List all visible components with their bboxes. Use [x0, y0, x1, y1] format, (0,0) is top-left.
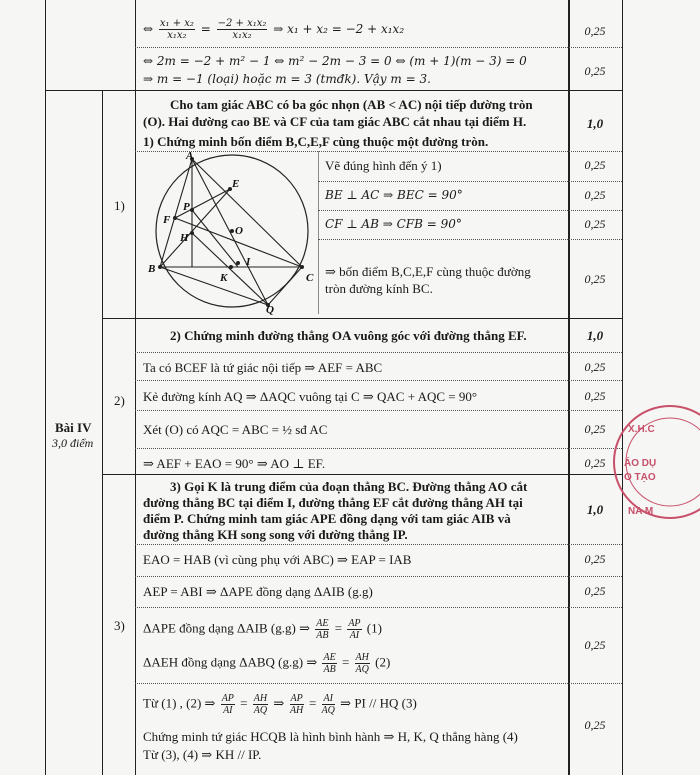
proof-step: Chứng minh tứ giác HCQB là hình bình hành ⇒ H, K, Q thẳng hàng (4)	[143, 729, 518, 744]
score: 0,25	[584, 422, 606, 436]
stamp-text: X.H.C	[628, 424, 655, 435]
fraction: $\frac{AH}{AQ}$	[355, 652, 369, 675]
point-label: A	[186, 150, 194, 162]
proof-step: Từ (1) , (2) ⇒ $\frac{AP}{AI}$ = $\frac{AH}{AQ}$ ⇒ $\frac{AP}{AH}$ = $\frac{AI}{AQ}$ ⇒ PI // HQ (3)	[143, 693, 417, 716]
proof-step: ⇒ bốn điểm B,C,E,F cùng thuộc đường	[325, 264, 531, 279]
point-label: B	[148, 263, 156, 275]
proof-step: ΔAEH đồng dạng ΔABQ (g.g) ⇒ $\frac{AE}{AB}$ = $\frac{AH}{AQ}$ (2)	[143, 652, 391, 675]
fraction: $\frac{AE}{AB}$	[316, 618, 329, 641]
point-label: K	[220, 272, 228, 284]
score: 0,25	[584, 389, 606, 403]
part-title: đường thẳng BC tại điểm I, đường thẳng EF cắt đường thẳng AH tại	[143, 495, 523, 510]
fraction: $\frac{\text{x₁ + x₂}}{\text{x₁x₂}}$	[159, 18, 194, 41]
proof-step: ΔAPE đồng dạng ΔAIB (g.g) ⇒ $\frac{AE}{AB}$ = $\frac{AP}{AI}$ (1)	[143, 618, 382, 641]
point-label: E	[232, 178, 240, 190]
score: 0,25	[584, 188, 606, 202]
score: 0,25	[584, 272, 606, 286]
red-stamp	[610, 392, 700, 542]
score: 0,25	[584, 360, 606, 374]
part-label: 3)	[114, 618, 125, 633]
problem-label: Bài IV	[55, 420, 92, 435]
proof-step: Vẽ đúng hình đến ý 1)	[325, 158, 442, 173]
score: 0,25	[584, 584, 606, 598]
part-label: 2)	[114, 393, 125, 408]
fraction: $\frac{AH}{AQ}$	[253, 693, 268, 716]
fraction: $\frac{\text{−2 + x₁x₂}}{\text{x₁x₂}}$	[217, 18, 267, 41]
proof-step: Kẻ đường kính AQ ⇒ ΔAQC vuông tại C ⇒ QAC + AQC = 90°	[143, 389, 478, 404]
geometry-figure	[140, 150, 315, 316]
equation-line: ⇒ m = −1 (loại) hoặc m = 3 (tmđk). Vậy m = 3.	[143, 72, 431, 86]
part-title: điểm P. Chứng minh tam giác APE đồng dạng với tam giác AIB và	[143, 511, 511, 526]
score: 1,0	[586, 502, 604, 517]
score: 0,25	[584, 158, 606, 172]
problem-intro: (O). Hai đường cao BE và CF của tam giác ABC cắt nhau tại điểm H.	[143, 114, 527, 129]
score: 0,25	[584, 552, 606, 566]
proof-step: CF ⊥ AB ⇒ CFB = 90°	[325, 217, 462, 231]
score: 0,25	[584, 456, 606, 470]
part-title: 1) Chứng minh bốn điểm B,C,E,F cùng thuộc một đường tròn.	[143, 134, 489, 149]
proof-step: AEP = ABI ⇒ ΔAPE đồng dạng ΔAIB (g.g)	[143, 584, 373, 599]
proof-step: Xét (O) có AQC = ABC = ½ sđ AC	[143, 422, 328, 437]
point-label: C	[306, 272, 314, 284]
score: 0,25	[584, 718, 606, 732]
score: 0,25	[584, 638, 606, 652]
point-label: Q	[266, 304, 274, 316]
stamp-text: NA M	[628, 506, 654, 517]
equation-line: ⇔ 2m = −2 + m² − 1 ⇔ m² − 2m − 3 = 0 ⇔ (m + 1)(m − 3) = 0	[143, 54, 527, 68]
score: 1,0	[586, 328, 604, 343]
score: 0,25	[584, 217, 606, 231]
point-label: F	[163, 214, 171, 226]
proof-step: EAO = HAB (vì cùng phụ với ABC) ⇒ EAP = IAB	[143, 552, 412, 567]
stamp-text: ÁO DỤ	[624, 458, 657, 469]
problem-intro: Cho tam giác ABC có ba góc nhọn (AB < AC) nội tiếp đường tròn	[170, 97, 533, 112]
fraction: $\frac{AI}{AQ}$	[321, 693, 335, 716]
fraction: $\frac{AP}{AI}$	[348, 618, 361, 641]
point-label: H	[180, 232, 189, 244]
stamp-text: O TẠO	[624, 472, 656, 483]
point-label: O	[235, 225, 243, 237]
part-title: 2) Chứng minh đường thẳng OA vuông góc với đường thẳng EF.	[170, 328, 527, 343]
point-label: I	[246, 256, 251, 268]
problem-points: 3,0 điểm	[52, 436, 94, 450]
part-label: 1)	[114, 198, 125, 213]
proof-step: BE ⊥ AC ⇒ BEC = 90°	[325, 188, 463, 202]
fraction: $\frac{AE}{AB}$	[323, 652, 336, 675]
proof-step: Từ (3), (4) ⇒ KH // IP.	[143, 747, 262, 762]
score: 0,25	[584, 24, 606, 38]
fraction: $\frac{AP}{AI}$	[221, 693, 234, 716]
point-label: P	[183, 201, 190, 213]
fraction: $\frac{AP}{AH}$	[289, 693, 304, 716]
score: 0,25	[584, 64, 606, 78]
part-title: 3) Gọi K là trung điểm của đoạn thẳng BC. Đường thẳng AO cắt	[170, 479, 528, 494]
equation-line: ⇔ $\frac{\text{x₁ + x₂}}{\text{x₁x₂}}$ = $\frac{\text{−2 + x₁x₂}}{\text{x₁x₂}}$ ⇒ x₁ + x₂ = −2 + x₁x₂	[143, 18, 405, 41]
proof-step: ⇒ AEF + EAO = 90° ⇒ AO ⊥ EF.	[143, 456, 326, 471]
proof-step: tròn đường kính BC.	[325, 281, 433, 296]
score: 1,0	[586, 116, 604, 131]
part-title: đường thẳng KH song song với đường thẳng IP.	[143, 527, 408, 542]
proof-step: Ta có BCEF là tứ giác nội tiếp ⇒ AEF = ABC	[143, 360, 383, 375]
